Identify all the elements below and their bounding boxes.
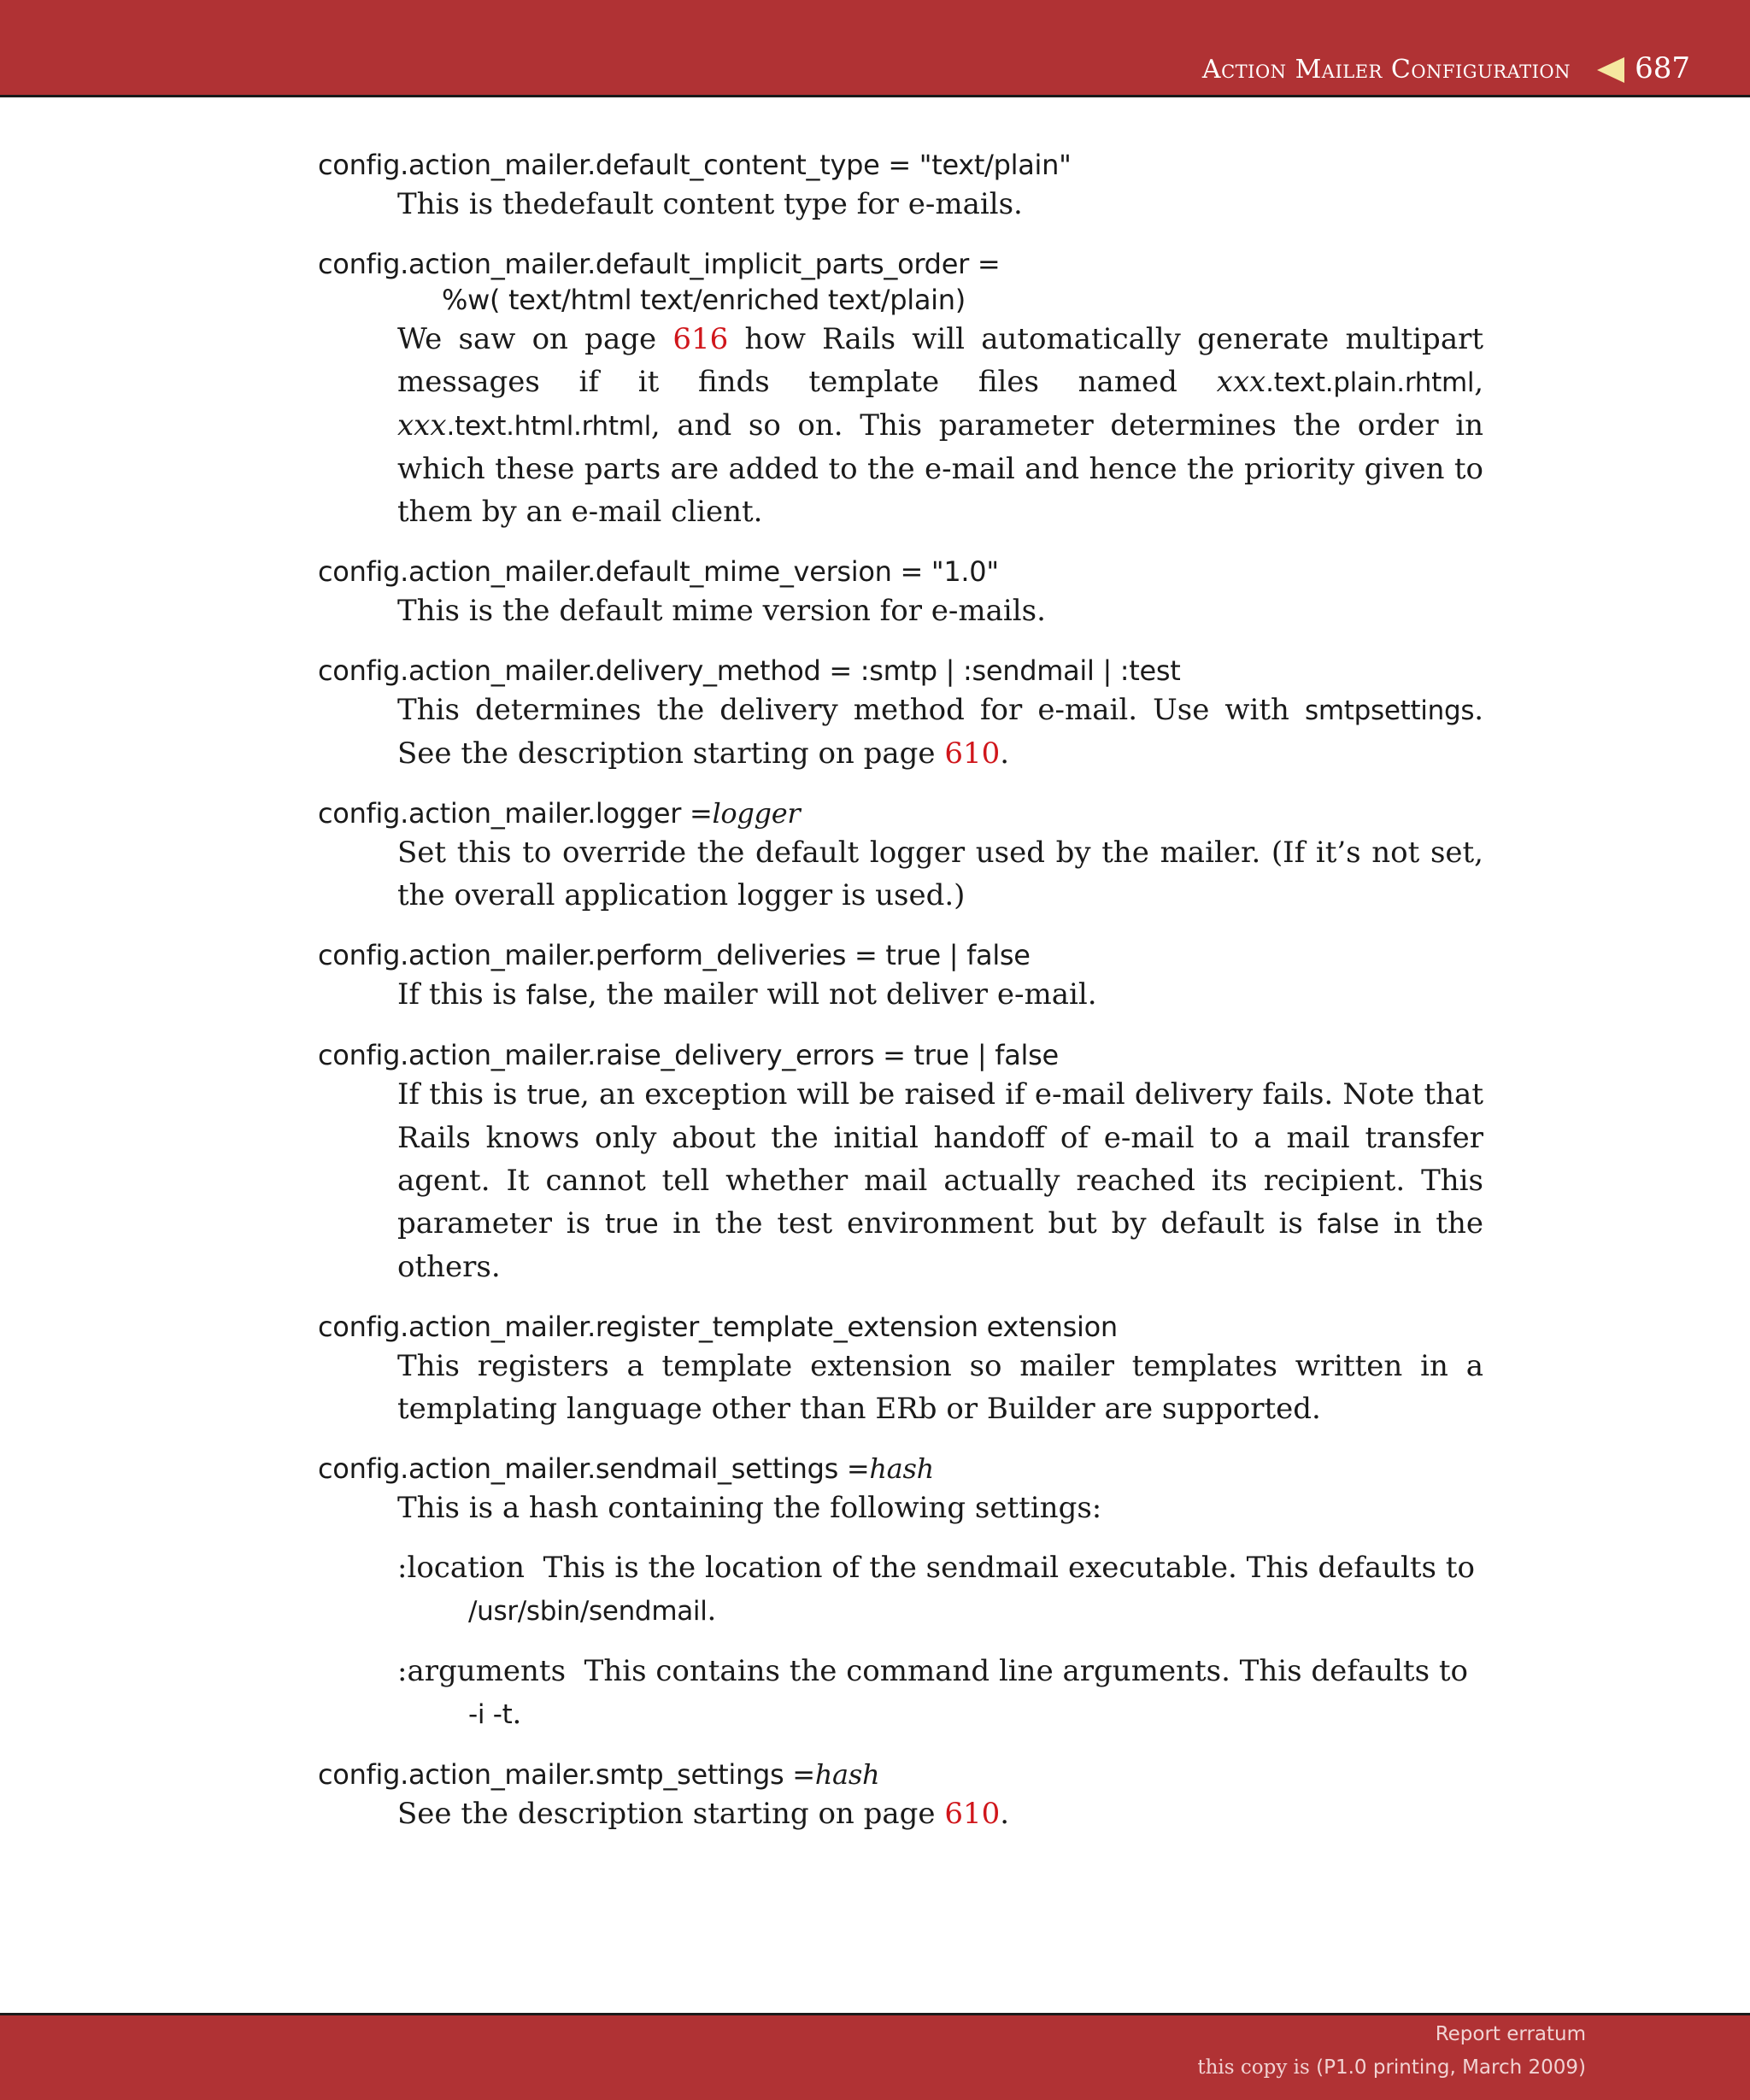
entry-term: config.action_mailer.default_mime_version = "1.0" [318, 555, 999, 588]
desc-text: . See the description starting on page [397, 693, 1483, 771]
printing-info: (P1.0 printing, March 2009) [1316, 2056, 1586, 2079]
term-text: config.action_mailer.sendmail_settings = [318, 1452, 870, 1485]
entry-raise-delivery-errors [318, 1037, 1483, 1288]
entry-delivery-method [318, 653, 1483, 775]
entry-term: config.action_mailer.perform_deliveries = true | false [318, 939, 1031, 971]
entry-description: This is thedefault content type for e-mails. [397, 187, 1023, 221]
entry-term: config.action_mailer.default_content_type = "text/plain" [318, 149, 1072, 181]
desc-text: in the test environment but by default is [658, 1206, 1318, 1241]
entry-default-content-type [318, 147, 1483, 226]
term-text: config.action_mailer.logger = [318, 797, 713, 830]
term-argument: hash [869, 1452, 934, 1485]
page-link-610[interactable]: 610 [944, 736, 1001, 771]
page-number: 687 [1635, 51, 1690, 85]
entry-description: This registers a template extension so mailer templates written in a templating language other than ERb or Builder are supported. [397, 1349, 1483, 1426]
inline-code: false [1317, 1209, 1379, 1240]
entry-term [318, 1451, 1483, 1487]
entry-description [397, 973, 1483, 1017]
desc-text: . [1000, 736, 1010, 771]
desc-text: This determines the delivery method for e-mail. Use with [397, 693, 1305, 727]
setting-location [397, 1546, 1483, 1633]
entry-term: config.action_mailer.default_implicit_parts_order = [318, 248, 1001, 280]
desc-text: , the mailer will not deliver e-mail. [587, 977, 1097, 1012]
setting-description: This contains the command line arguments. This defaults to [584, 1654, 1468, 1688]
desc-text: , [1474, 365, 1483, 399]
setting-key: :location [397, 1551, 526, 1585]
setting-definition [397, 1546, 1483, 1589]
entry-logger [318, 795, 1483, 917]
entry-register-template-extension [318, 1309, 1483, 1430]
entry-default-implicit-parts-order [318, 246, 1483, 533]
entry-perform-deliveries [318, 937, 1483, 1017]
term-text: config.action_mailer.smtp_settings = [318, 1758, 815, 1791]
entry-term-continuation: %w( text/html text/enriched text/plain) [442, 284, 966, 316]
setting-arguments [397, 1650, 1483, 1736]
desc-text: how Rails will automatically generate multipart messages if it finds template files named [397, 322, 1484, 399]
entry-description [397, 318, 1483, 533]
desc-text: We saw on page [397, 322, 673, 356]
entry-description [397, 689, 1483, 775]
setting-description: This is the location of the sendmail executable. This defaults to [543, 1551, 1475, 1585]
inline-code: smtpsettings [1304, 695, 1475, 726]
entry-description: This is a hash containing the following settings: [397, 1491, 1102, 1525]
term-argument: hash [814, 1758, 880, 1791]
setting-default [397, 1589, 1483, 1633]
setting-default [397, 1692, 1483, 1736]
inline-code: /usr/sbin/sendmail [468, 1596, 708, 1627]
entry-description [397, 1073, 1483, 1288]
entry-term: config.action_mailer.raise_delivery_errors = true | false [318, 1039, 1059, 1071]
term-argument: logger [712, 797, 801, 830]
entry-term: config.action_mailer.delivery_method = :smtp | :sendmail | :test [318, 654, 1181, 687]
desc-italic: xxx [397, 408, 447, 443]
inline-code: .text.plain.rhtml [1266, 367, 1475, 398]
page-content [318, 147, 1483, 1856]
entry-term: config.action_mailer.register_template_extension extension [318, 1311, 1118, 1343]
desc-text: If this is [397, 1077, 527, 1112]
inline-code: true [604, 1209, 659, 1240]
desc-text: . [707, 1593, 717, 1628]
copy-info [1197, 2056, 1586, 2079]
inline-code: .text.html.rhtml [446, 411, 651, 442]
desc-text: , and so on. This parameter determines the order in which these parts are added to the e-mail and hence the priority given to them by an e-mail client. [397, 408, 1483, 529]
entry-description: Set this to override the default logger used by the mailer. (If it’s not set, the overall application logger is used.) [397, 836, 1483, 912]
desc-text: in the others. [397, 1206, 1483, 1284]
entry-term [318, 795, 1483, 831]
left-triangle-icon [1597, 57, 1624, 83]
page-link-616[interactable]: 616 [672, 322, 729, 356]
running-header-title: Action Mailer Configuration [1201, 55, 1571, 85]
copy-prefix: this copy is [1197, 2056, 1317, 2079]
desc-italic: xxx [1216, 365, 1266, 399]
entry-default-mime-version [318, 554, 1483, 632]
page-link-610[interactable]: 610 [944, 1797, 1001, 1831]
setting-definition [397, 1650, 1483, 1692]
inline-code: false [526, 980, 588, 1011]
entry-description [397, 1792, 1483, 1835]
report-erratum-link[interactable]: Report erratum [1435, 2023, 1586, 2045]
inline-code: -i -t [468, 1699, 513, 1730]
entry-description: This is the default mime version for e-mails. [397, 594, 1046, 628]
desc-text: . [1000, 1797, 1010, 1831]
entry-smtp-settings [318, 1757, 1483, 1835]
inline-code: true [526, 1080, 581, 1111]
entry-term [318, 1757, 1483, 1792]
desc-text: See the description starting on page [397, 1797, 945, 1831]
desc-text: . [512, 1697, 522, 1731]
setting-key: :arguments [397, 1654, 567, 1688]
desc-text: , an exception will be raised if e-mail delivery fails. Note that Rails knows only about the initial handoff of e-mail to a mail transfer agent. It cannot tell whether mail actually reached its recipient. This parameter is [397, 1077, 1483, 1241]
entry-sendmail-settings [318, 1451, 1483, 1736]
desc-text: If this is [397, 977, 526, 1012]
